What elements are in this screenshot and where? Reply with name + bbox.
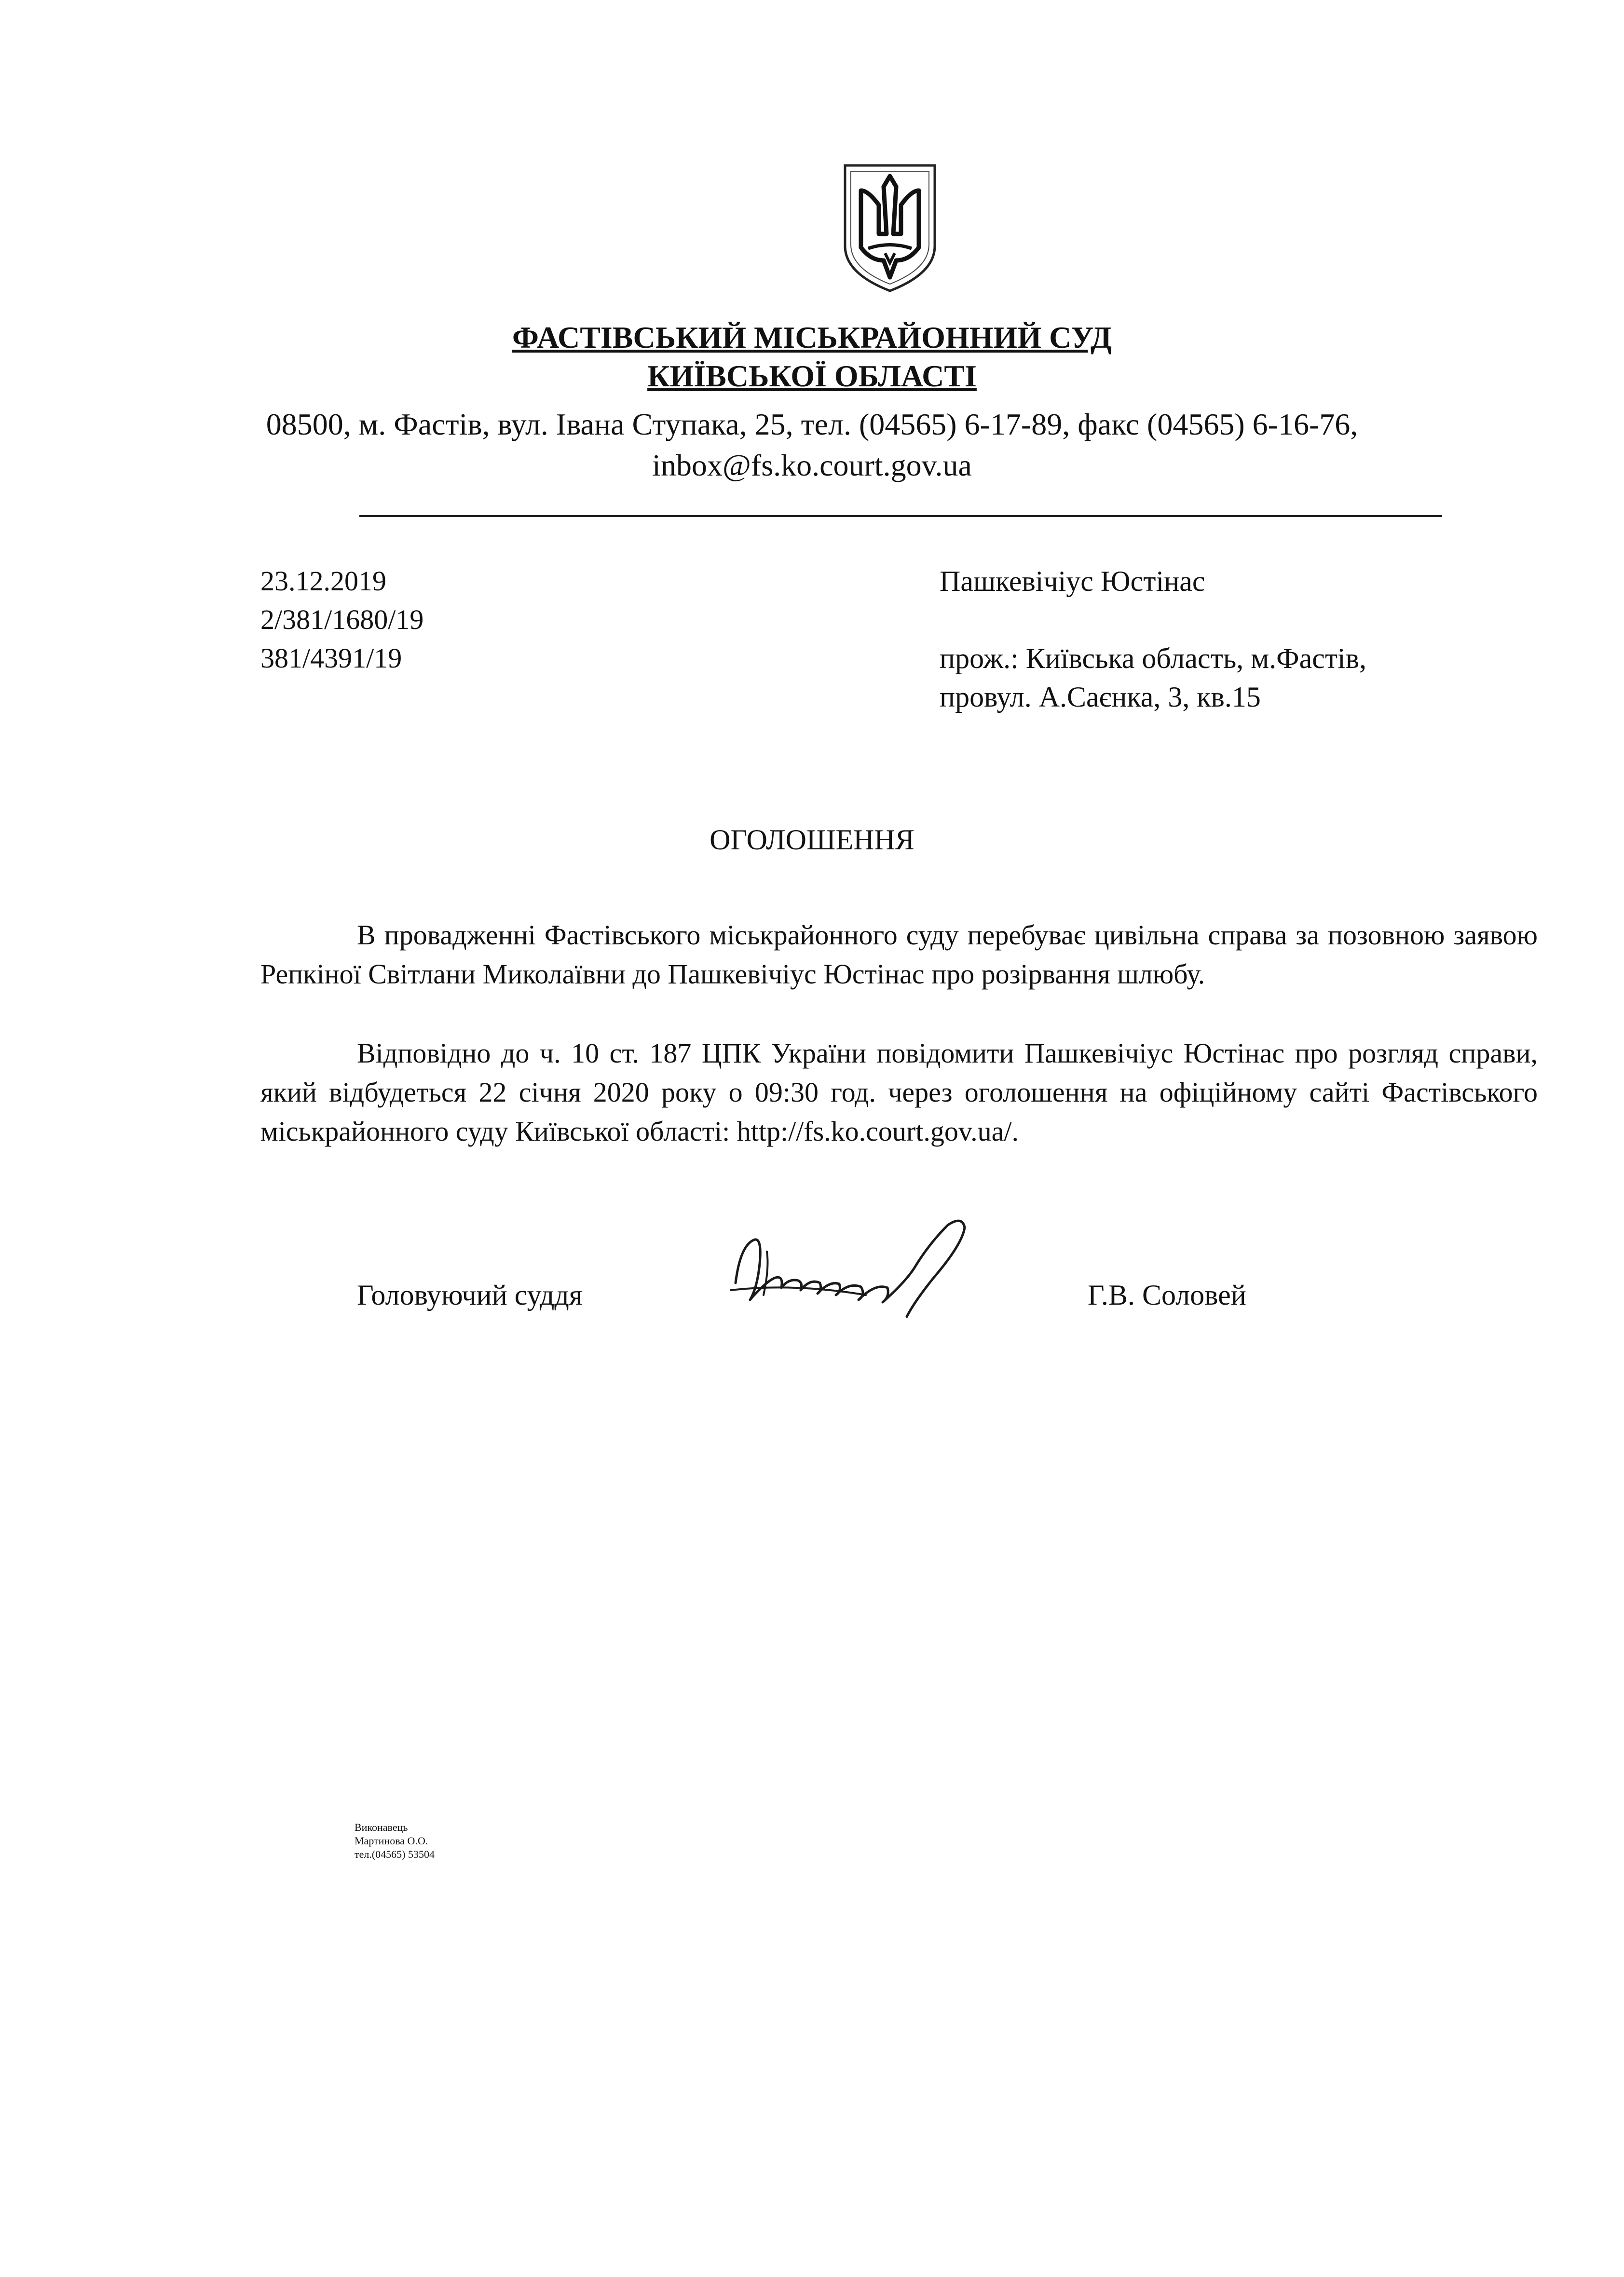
document-title: ОГОЛОШЕННЯ xyxy=(710,824,914,856)
judge-name: Г.В. Соловей xyxy=(1088,1279,1246,1311)
executor-name: Мартинова О.О. xyxy=(355,1835,428,1847)
recipient-address-line2: провул. А.Саєнка, 3, кв.15 xyxy=(940,681,1261,713)
court-email: inbox@fs.ko.court.gov.ua xyxy=(652,448,972,482)
executor-label: Виконавець xyxy=(355,1821,408,1833)
court-name-line1: ФАСТІВСЬКИЙ МІСЬКРАЙОННИЙ СУД xyxy=(512,320,1112,355)
paragraph-case-info: В провадженні Фастівського міськрайонного суду перебуває цивільна справа за позовною заявою Репкіної Світлани Миколаївни до Пашкевічіус Юстінас про розірвання шлюбу. xyxy=(260,919,1538,990)
header-divider xyxy=(359,515,1442,517)
judge-role: Головуючий суддя xyxy=(357,1279,583,1311)
recipient-name: Пашкевічіус Юстінас xyxy=(940,565,1205,597)
handwritten-signature-icon xyxy=(721,1211,991,1322)
letter-date: 23.12.2019 xyxy=(260,565,386,597)
court-address: 08500, м. Фастів, вул. Івана Ступака, 25, тел. (04565) 6-17-89, факс (04565) 6-16-76, xyxy=(266,407,1358,441)
recipient-address-line1: прож.: Київська область, м.Фастів, xyxy=(940,642,1367,674)
paragraph-hearing-notice: Відповідно до ч. 10 ст. 187 ЦПК України повідомити Пашкевічіус Юстінас про розгляд справи, який відбудеться 22 січня 2020 року о 09:30 год. через оголошення на офіційному сайті Фастівського міськрайонного суду Київської області: http://fs.ko.court.gov.ua/. xyxy=(260,1037,1538,1147)
executor-phone: тел.(04565) 53504 xyxy=(355,1848,435,1860)
trident-emblem-icon xyxy=(839,162,941,294)
case-number: 381/4391/19 xyxy=(260,642,402,674)
court-name-line2: КИЇВСЬКОЇ ОБЛАСТІ xyxy=(647,359,977,393)
outgoing-number: 2/381/1680/19 xyxy=(260,604,424,635)
